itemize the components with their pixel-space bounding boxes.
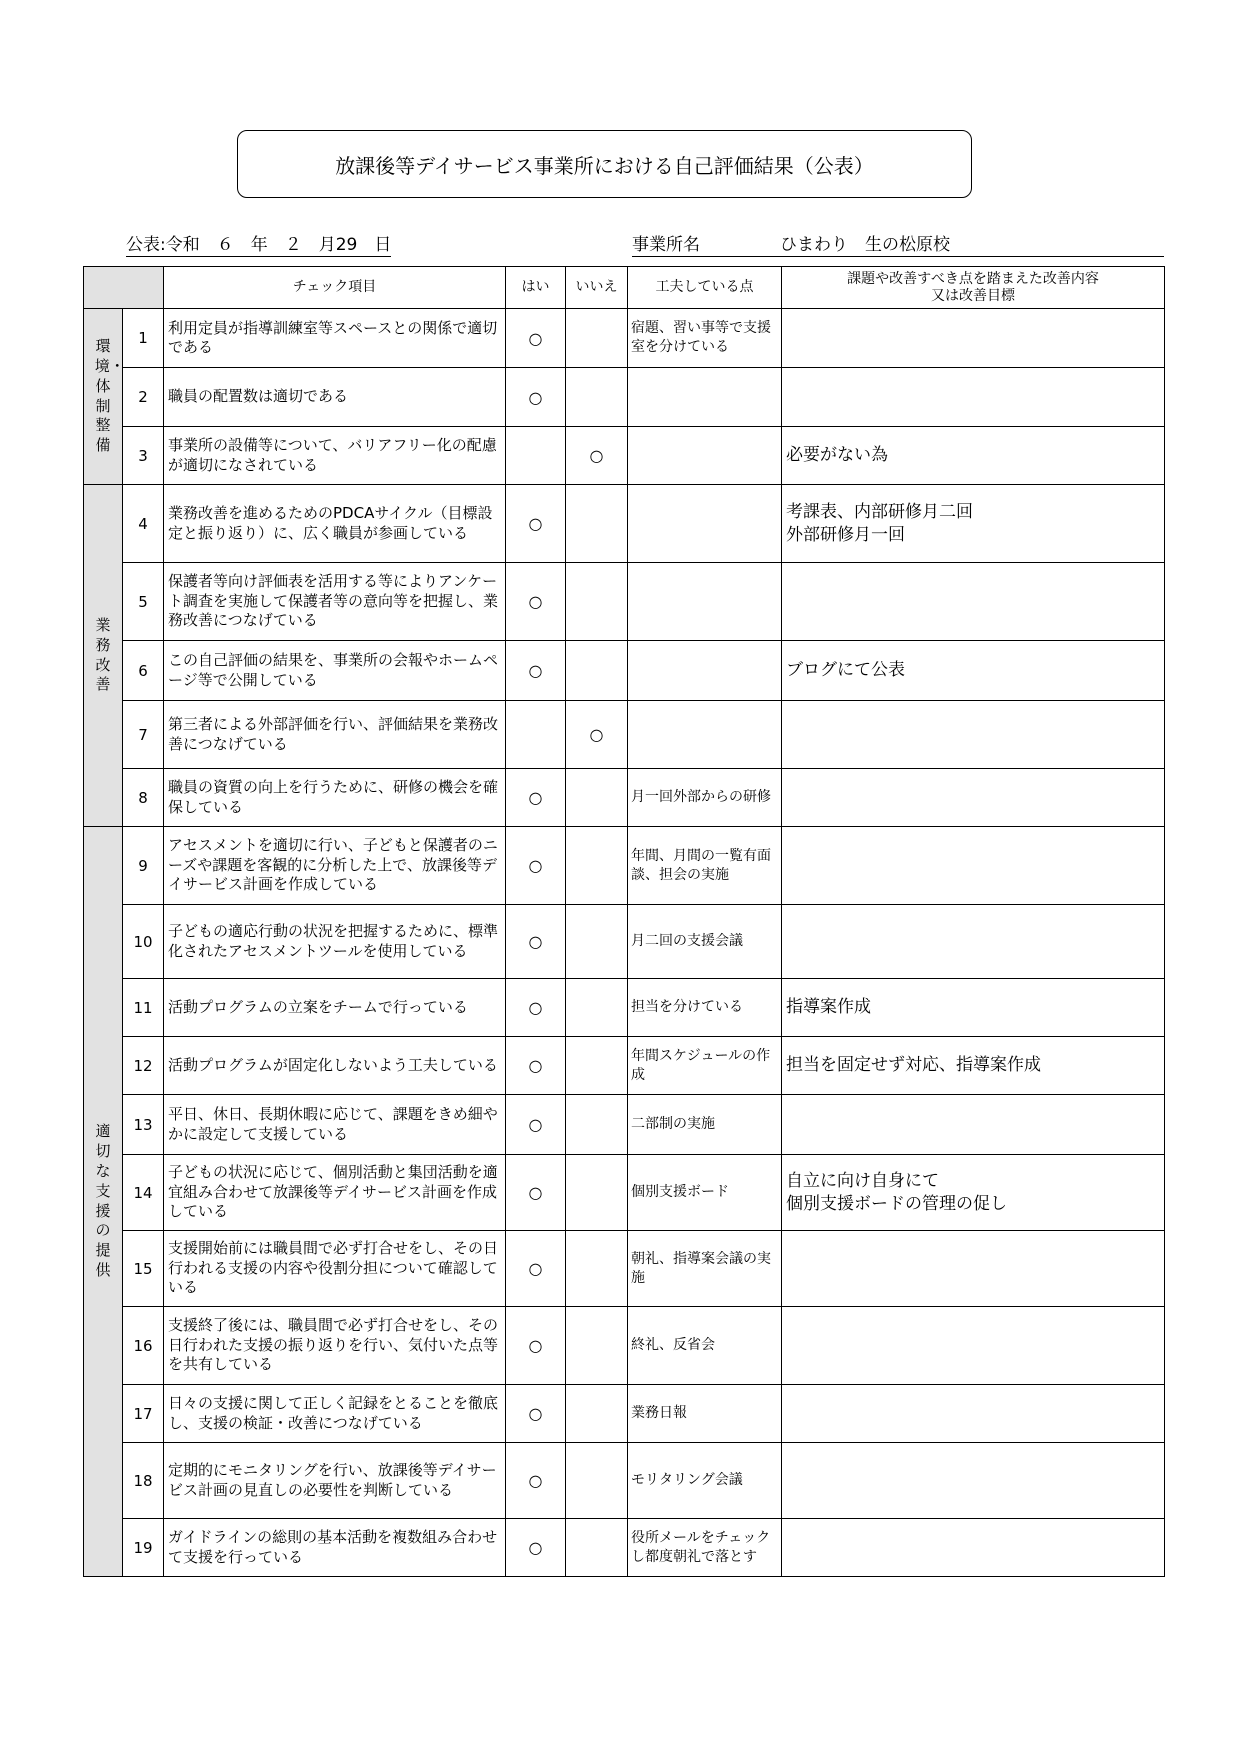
- evaluation-table: [83, 266, 1165, 1577]
- ingenuity-text: 二部制の実施: [628, 1095, 782, 1155]
- improvement-goal: [782, 1231, 1165, 1307]
- check-item: 活動プログラムの立案をチームで行っている: [164, 979, 506, 1037]
- check-item: 子どもの状況に応じて、個別活動と集団活動を適宜組み合わせて放課後等デイサービス計画を作成している: [164, 1155, 506, 1231]
- category-label: 環境・体制整備: [94, 337, 125, 455]
- facility-label: 事業所名: [632, 235, 700, 255]
- ingenuity-text: 月一回外部からの研修: [628, 769, 782, 827]
- table-row: [84, 1155, 1165, 1231]
- table-row: [84, 1443, 1165, 1519]
- check-item: アセスメントを適切に行い、子どもと保護者のニーズや課題を客観的に分析した上で、放課後等デイサービス計画を作成している: [164, 827, 506, 905]
- check-item: 職員の資質の向上を行うために、研修の機会を確保している: [164, 769, 506, 827]
- table-row: [84, 1037, 1165, 1095]
- row-number: 4: [123, 485, 164, 563]
- ingenuity-text: [628, 563, 782, 641]
- no-mark: [566, 1155, 628, 1231]
- improvement-goal: [782, 827, 1165, 905]
- improvement-goal: [782, 769, 1165, 827]
- header-improvement-goal: 課題や改善すべき点を踏まえた改善内容又は改善目標: [782, 267, 1165, 309]
- table-row: [84, 368, 1165, 427]
- ingenuity-text: [628, 485, 782, 563]
- row-number: 7: [123, 701, 164, 769]
- no-mark: [566, 1443, 628, 1519]
- row-number: 18: [123, 1443, 164, 1519]
- improvement-goal: 指導案作成: [782, 979, 1165, 1037]
- row-number: 16: [123, 1307, 164, 1385]
- yes-mark: [506, 701, 566, 769]
- yes-mark: ○: [506, 641, 566, 701]
- publication-date: 公表:令和 ６ 年 ２ 月29 日: [126, 230, 391, 257]
- table-row: [84, 1231, 1165, 1307]
- table-row: [84, 309, 1165, 368]
- check-item: 平日、休日、長期休暇に応じて、課題をきめ細やかに設定して支援している: [164, 1095, 506, 1155]
- yes-mark: ○: [506, 1231, 566, 1307]
- improvement-goal: [782, 309, 1165, 368]
- ingenuity-text: 個別支援ボード: [628, 1155, 782, 1231]
- check-item: 第三者による外部評価を行い、評価結果を業務改善につなげている: [164, 701, 506, 769]
- row-number: 2: [123, 368, 164, 427]
- improvement-goal: [782, 368, 1165, 427]
- row-number: 10: [123, 905, 164, 979]
- table-row: [84, 563, 1165, 641]
- ingenuity-text: 役所メールをチェックし都度朝礼で落とす: [628, 1519, 782, 1577]
- ingenuity-text: [628, 368, 782, 427]
- table-row: [84, 641, 1165, 701]
- row-number: 1: [123, 309, 164, 368]
- yes-mark: [506, 427, 566, 485]
- improvement-goal: [782, 1519, 1165, 1577]
- no-mark: [566, 368, 628, 427]
- no-mark: [566, 1231, 628, 1307]
- check-item: 日々の支援に関して正しく記録をとることを徹底し、支援の検証・改善につなげている: [164, 1385, 506, 1443]
- no-mark: [566, 1095, 628, 1155]
- no-mark: [566, 485, 628, 563]
- row-number: 13: [123, 1095, 164, 1155]
- ingenuity-text: [628, 427, 782, 485]
- check-item: 子どもの適応行動の状況を把握するために、標準化されたアセスメントツールを使用している: [164, 905, 506, 979]
- yes-mark: ○: [506, 979, 566, 1037]
- category-cell: [84, 309, 123, 485]
- table-row: [84, 827, 1165, 905]
- table-row: [84, 701, 1165, 769]
- header-ingenuity: 工夫している点: [628, 267, 782, 309]
- yes-mark: ○: [506, 1307, 566, 1385]
- check-item: 職員の配置数は適切である: [164, 368, 506, 427]
- row-number: 3: [123, 427, 164, 485]
- table-row: [84, 485, 1165, 563]
- no-mark: [566, 1037, 628, 1095]
- ingenuity-text: 年間スケジュールの作成: [628, 1037, 782, 1095]
- row-number: 14: [123, 1155, 164, 1231]
- check-item: この自己評価の結果を、事業所の会報やホームページ等で公開している: [164, 641, 506, 701]
- header-blank: [84, 267, 164, 309]
- table-header-row: [84, 267, 1165, 309]
- row-number: 9: [123, 827, 164, 905]
- ingenuity-text: 担当を分けている: [628, 979, 782, 1037]
- improvement-goal: 必要がない為: [782, 427, 1165, 485]
- row-number: 6: [123, 641, 164, 701]
- table-row: [84, 1095, 1165, 1155]
- no-mark: ○: [566, 427, 628, 485]
- check-item: 保護者等向け評価表を活用する等によりアンケート調査を実施して保護者等の意向等を把握し、業務改善につなげている: [164, 563, 506, 641]
- category-label: 適切な支援の提供: [95, 1122, 111, 1279]
- table-row: [84, 979, 1165, 1037]
- category-label: 業務改善: [95, 615, 111, 694]
- check-item: 業務改善を進めるためのPDCAサイクル（目標設定と振り返り）に、広く職員が参画している: [164, 485, 506, 563]
- yes-mark: ○: [506, 1443, 566, 1519]
- ingenuity-text: 年間、月間の一覧有面談、担会の実施: [628, 827, 782, 905]
- row-number: 11: [123, 979, 164, 1037]
- ingenuity-text: 宿題、習い事等で支援室を分けている: [628, 309, 782, 368]
- no-mark: [566, 641, 628, 701]
- no-mark: [566, 1385, 628, 1443]
- improvement-goal: ブログにて公表: [782, 641, 1165, 701]
- improvement-goal: [782, 563, 1165, 641]
- yes-mark: ○: [506, 485, 566, 563]
- row-number: 15: [123, 1231, 164, 1307]
- improvement-goal: [782, 1307, 1165, 1385]
- yes-mark: ○: [506, 1385, 566, 1443]
- no-mark: [566, 563, 628, 641]
- yes-mark: ○: [506, 827, 566, 905]
- check-item: 事業所の設備等について、バリアフリー化の配慮が適切になされている: [164, 427, 506, 485]
- check-item: 定期的にモニタリングを行い、放課後等デイサービス計画の見直しの必要性を判断している: [164, 1443, 506, 1519]
- row-number: 19: [123, 1519, 164, 1577]
- yes-mark: ○: [506, 1155, 566, 1231]
- row-number: 8: [123, 769, 164, 827]
- check-item: 支援終了後には、職員間で必ず打合せをし、その日行われた支援の振り返りを行い、気付いた点等を共有している: [164, 1307, 506, 1385]
- ingenuity-text: 月二回の支援会議: [628, 905, 782, 979]
- no-mark: [566, 827, 628, 905]
- table-row: [84, 1519, 1165, 1577]
- category-cell: [84, 827, 123, 1577]
- yes-mark: ○: [506, 1519, 566, 1577]
- document-title: 放課後等デイサービス事業所における自己評価結果（公表）: [237, 130, 972, 198]
- yes-mark: ○: [506, 905, 566, 979]
- yes-mark: ○: [506, 769, 566, 827]
- yes-mark: ○: [506, 309, 566, 368]
- table-row: [84, 769, 1165, 827]
- improvement-goal: [782, 701, 1165, 769]
- yes-mark: ○: [506, 563, 566, 641]
- improvement-goal: [782, 1095, 1165, 1155]
- no-mark: [566, 905, 628, 979]
- table-row: [84, 1385, 1165, 1443]
- ingenuity-text: 終礼、反省会: [628, 1307, 782, 1385]
- row-number: 5: [123, 563, 164, 641]
- header-check-item: チェック項目: [164, 267, 506, 309]
- yes-mark: ○: [506, 1037, 566, 1095]
- no-mark: [566, 1307, 628, 1385]
- table-body: [84, 309, 1165, 1577]
- header-yes: はい: [506, 267, 566, 309]
- check-item: 支援開始前には職員間で必ず打合せをし、その日行われる支援の内容や役割分担について確認している: [164, 1231, 506, 1307]
- improvement-goal: [782, 905, 1165, 979]
- ingenuity-text: [628, 701, 782, 769]
- check-item: 活動プログラムが固定化しないよう工夫している: [164, 1037, 506, 1095]
- header-no: いいえ: [566, 267, 628, 309]
- no-mark: [566, 979, 628, 1037]
- ingenuity-text: 業務日報: [628, 1385, 782, 1443]
- yes-mark: ○: [506, 368, 566, 427]
- check-item: 利用定員が指導訓練室等スペースとの関係で適切である: [164, 309, 506, 368]
- ingenuity-text: [628, 641, 782, 701]
- no-mark: [566, 1519, 628, 1577]
- table-row: [84, 905, 1165, 979]
- improvement-goal: 担当を固定せず対応、指導案作成: [782, 1037, 1165, 1095]
- facility-name: ひまわり 生の松原校: [780, 235, 950, 255]
- improvement-goal: 考課表、内部研修月二回 外部研修月一回: [782, 485, 1165, 563]
- table-row: [84, 427, 1165, 485]
- no-mark: [566, 309, 628, 368]
- improvement-goal: [782, 1385, 1165, 1443]
- yes-mark: ○: [506, 1095, 566, 1155]
- check-item: ガイドラインの総則の基本活動を複数組み合わせて支援を行っている: [164, 1519, 506, 1577]
- facility-line: [632, 230, 1164, 257]
- ingenuity-text: 朝礼、指導案会議の実施: [628, 1231, 782, 1307]
- table-row: [84, 1307, 1165, 1385]
- row-number: 12: [123, 1037, 164, 1095]
- no-mark: [566, 769, 628, 827]
- ingenuity-text: モリタリング会議: [628, 1443, 782, 1519]
- improvement-goal: 自立に向け自身にて 個別支援ボードの管理の促し: [782, 1155, 1165, 1231]
- no-mark: ○: [566, 701, 628, 769]
- row-number: 17: [123, 1385, 164, 1443]
- category-cell: [84, 485, 123, 827]
- improvement-goal: [782, 1443, 1165, 1519]
